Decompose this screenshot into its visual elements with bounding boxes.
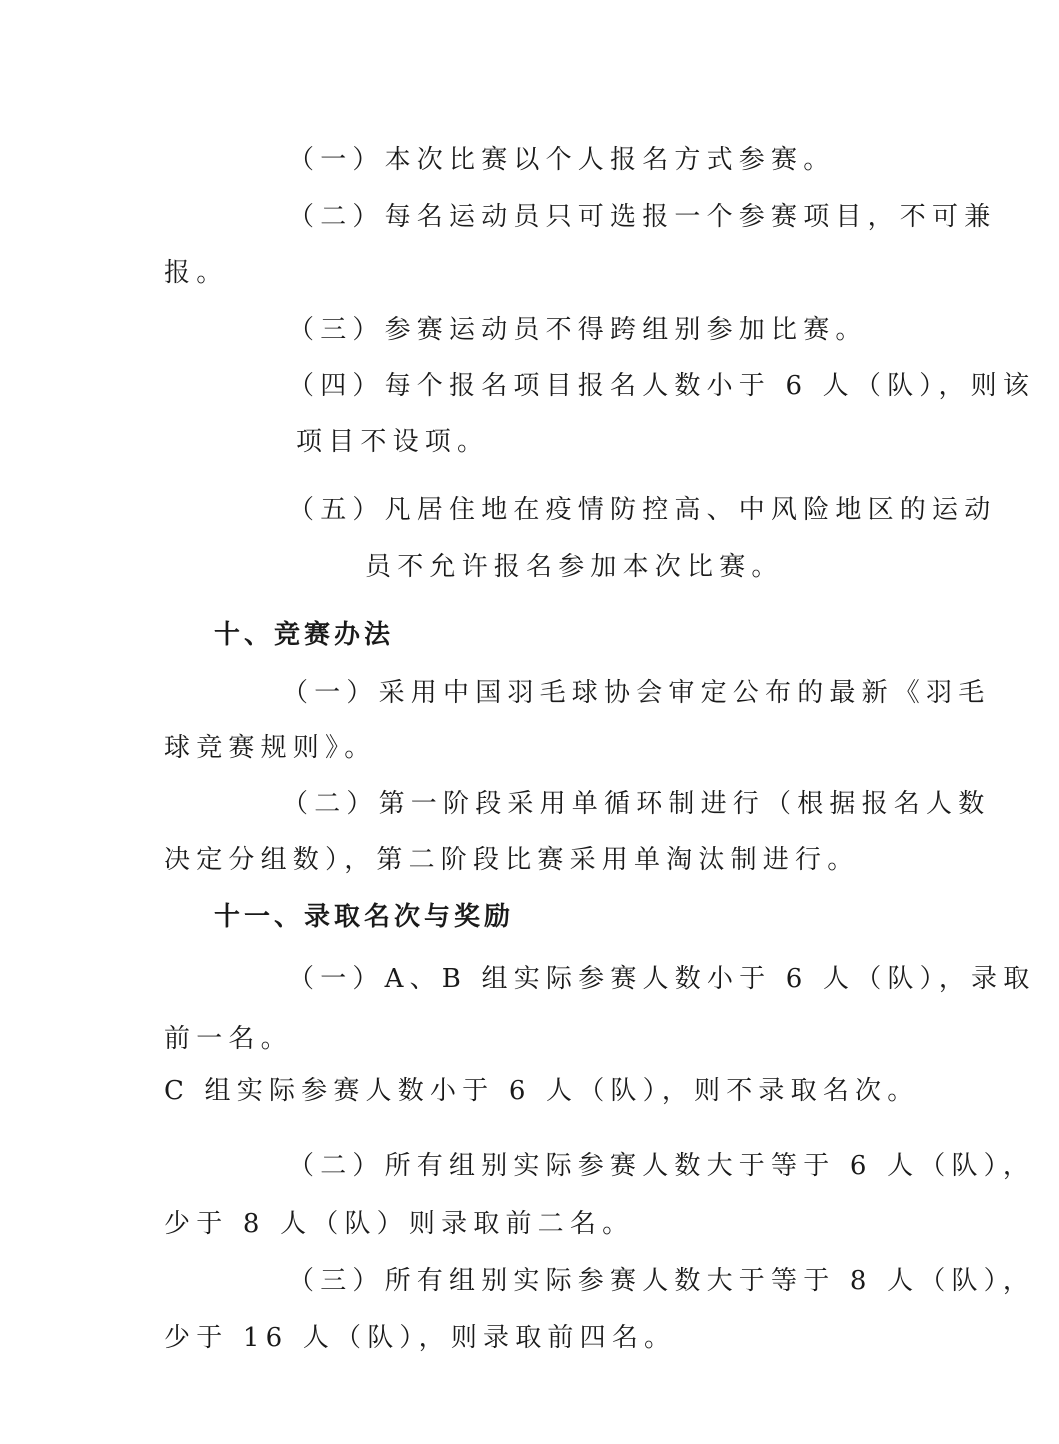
item-11-2-line1: （二）所有组别实际参赛人数大于等于 6 人（队）， — [288, 1151, 1036, 1181]
section-heading-ranking-awards: 十一、录取名次与奖励 — [214, 902, 515, 932]
item-11-2-line2: 少于 8 人（队）则录取前二名。 — [164, 1209, 635, 1239]
item-9-2-line1: （二）每名运动员只可选报一个参赛项目，不可兼 — [288, 202, 997, 232]
item-11-1-line1: （一）A、B 组实际参赛人数小于 6 人（队），录取 — [288, 964, 1036, 994]
item-9-2-line2: 报。 — [164, 258, 229, 288]
item-9-4-line2: 项目不设项。 — [296, 427, 490, 457]
item-11-3-line1: （三）所有组别实际参赛人数大于等于 8 人（队）， — [288, 1266, 1036, 1296]
item-9-1: （一）本次比赛以个人报名方式参赛。 — [288, 145, 836, 175]
item-10-1-line2: 球竞赛规则》。 — [164, 733, 377, 763]
item-11-3-line2: 少于 16 人（队），则录取前四名。 — [164, 1323, 677, 1353]
item-10-1-line1: （一）采用中国羽毛球协会审定公布的最新《羽毛 — [282, 678, 991, 708]
item-9-5-line2: 员不允许报名参加本次比赛。 — [365, 552, 784, 582]
item-9-3: （三）参赛运动员不得跨组别参加比赛。 — [288, 315, 868, 345]
item-10-2-line1: （二）第一阶段采用单循环制进行（根据报名人数 — [282, 789, 991, 819]
item-10-2-line2: 决定分组数），第二阶段比赛采用单淘汰制进行。 — [164, 845, 860, 875]
section-heading-competition-method: 十、竞赛办法 — [214, 620, 395, 650]
item-11-1-line2: 前一名。 — [164, 1024, 293, 1054]
item-9-4-line1: （四）每个报名项目报名人数小于 6 人（队），则该 — [288, 371, 1036, 401]
item-11-1-line3: C 组实际参赛人数小于 6 人（队），则不录取名次。 — [164, 1076, 920, 1106]
item-9-5-line1: （五）凡居住地在疫情防控高、中风险地区的运动 — [288, 495, 997, 525]
